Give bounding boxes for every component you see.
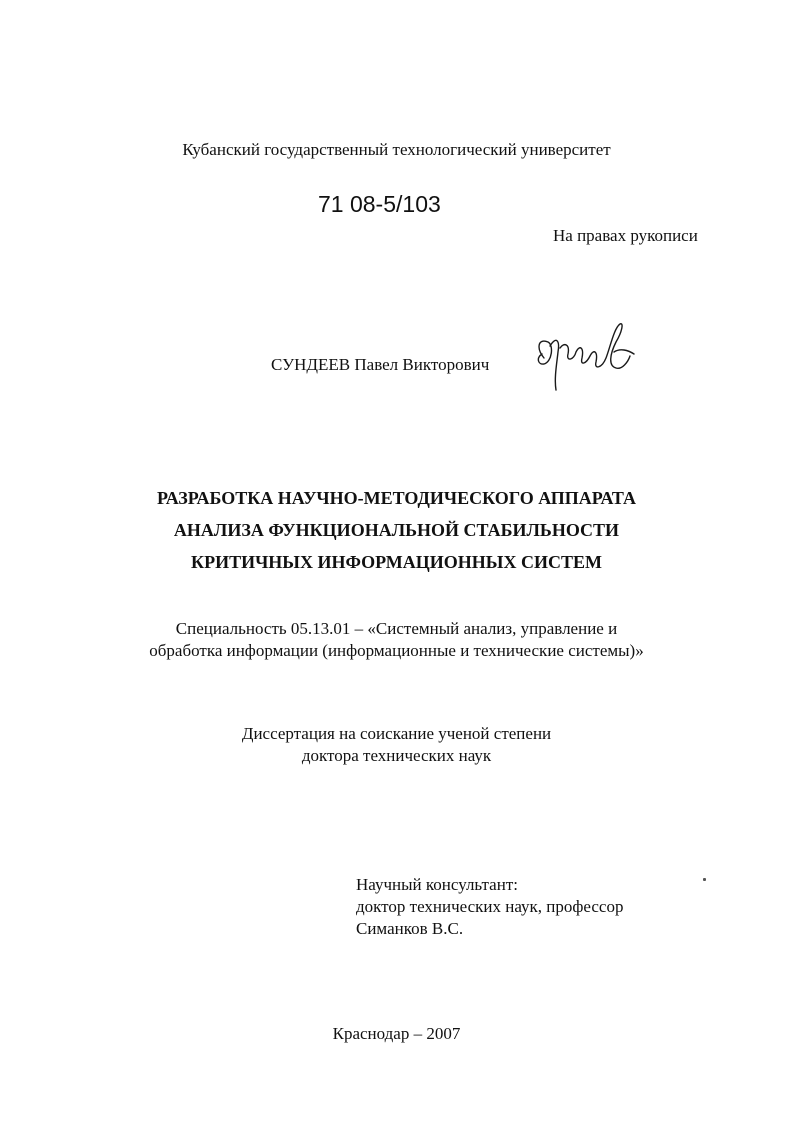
specialty-line: обработка информации (информационные и технические системы)» (149, 641, 644, 660)
scan-speck (703, 878, 706, 881)
degree-line: доктора технических наук (301, 746, 492, 765)
document-code: 71 08-5/103 (318, 191, 441, 217)
scientific-consultant (356, 874, 623, 940)
consultant-degree: доктор технических наук, профессор (356, 897, 624, 916)
specialty-line: Специальность 05.13.01 – «Системный анализ, управление и (175, 619, 618, 638)
title-line: РАЗРАБОТКА НАУЧНО-МЕТОДИЧЕСКОГО АППАРАТА (157, 488, 636, 508)
specialty (0, 618, 793, 662)
degree-line: Диссертация на соискание ученой степени (241, 724, 552, 743)
title-line: АНАЛИЗА ФУНКЦИОНАЛЬНОЙ СТАБИЛЬНОСТИ (173, 520, 620, 540)
manuscript-rights-note: На правах рукописи (553, 226, 698, 245)
author-name: СУНДЕЕВ Павел Викторович (271, 355, 490, 374)
city-year: Краснодар – 2007 (332, 1024, 461, 1043)
university-name: Кубанский государственный технологический университет (182, 140, 611, 159)
dissertation-title (0, 482, 793, 578)
degree-statement (0, 723, 793, 767)
title-line: КРИТИЧНЫХ ИНФОРМАЦИОННЫХ СИСТЕМ (191, 552, 602, 572)
consultant-label: Научный консультант: (356, 875, 518, 894)
author-signature (530, 318, 640, 398)
consultant-name: Симанков В.С. (356, 919, 464, 938)
